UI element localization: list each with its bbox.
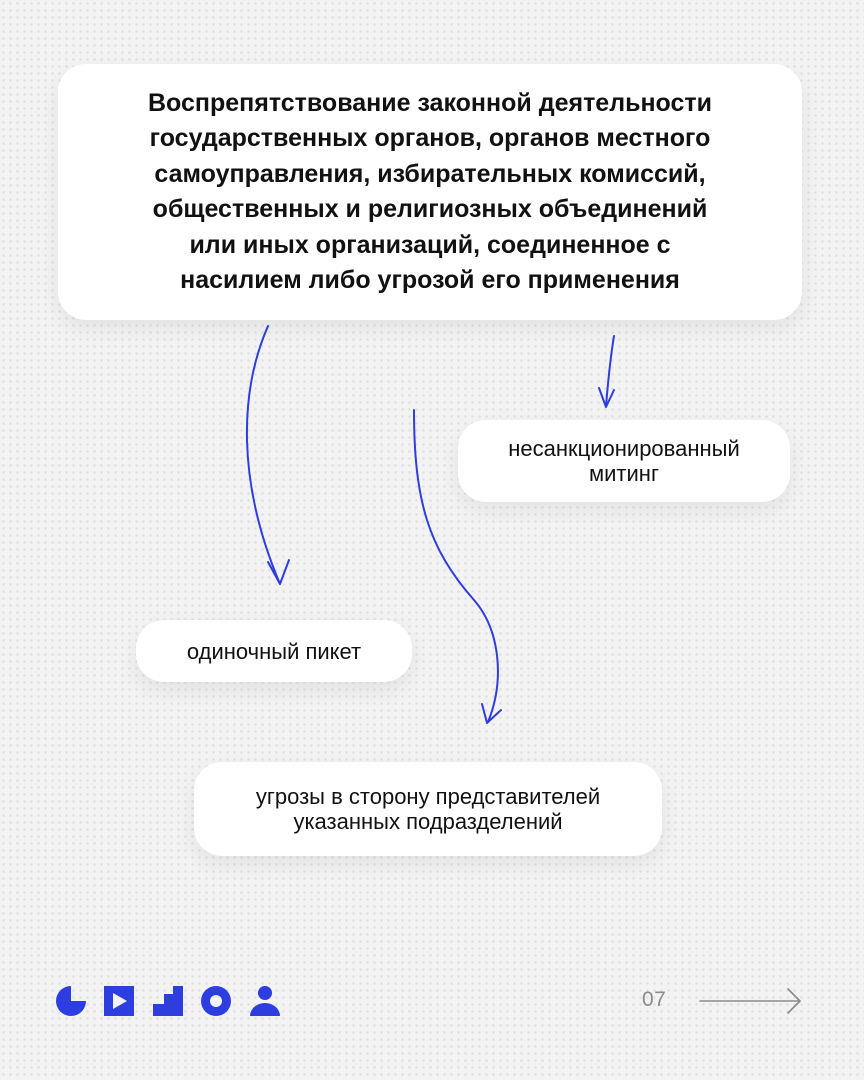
option-card-threats [194,762,662,856]
next-arrow-icon[interactable] [698,986,804,1016]
play-button-icon [104,986,134,1016]
ring-icon [201,986,231,1016]
footer-brand-icons [56,986,282,1016]
pie-chart-icon [56,986,86,1016]
arrow-to-rally [599,336,614,407]
page-number: 07 [642,988,667,1011]
stairs-icon [153,986,183,1016]
arrow-to-picket [247,326,289,584]
main-statement-text: Воспрепятствование законной деятельности государственных органов, органов местного самоуправления, избирательных комиссий, общественных и религиозных объединений или иных организаций, соединенное с насилием либо угрозой его применения [147,88,713,294]
option-text-unauthorized-rally: несанкционированный митинг [508,436,740,486]
main-statement-card [58,64,802,320]
option-card-single-picket [136,620,412,682]
option-text-threats: угрозы в сторону представителей указанных подразделений [255,784,601,834]
option-card-unauthorized-rally [458,420,790,502]
person-icon [250,986,280,1016]
option-text-single-picket: одиночный пикет [186,638,362,664]
